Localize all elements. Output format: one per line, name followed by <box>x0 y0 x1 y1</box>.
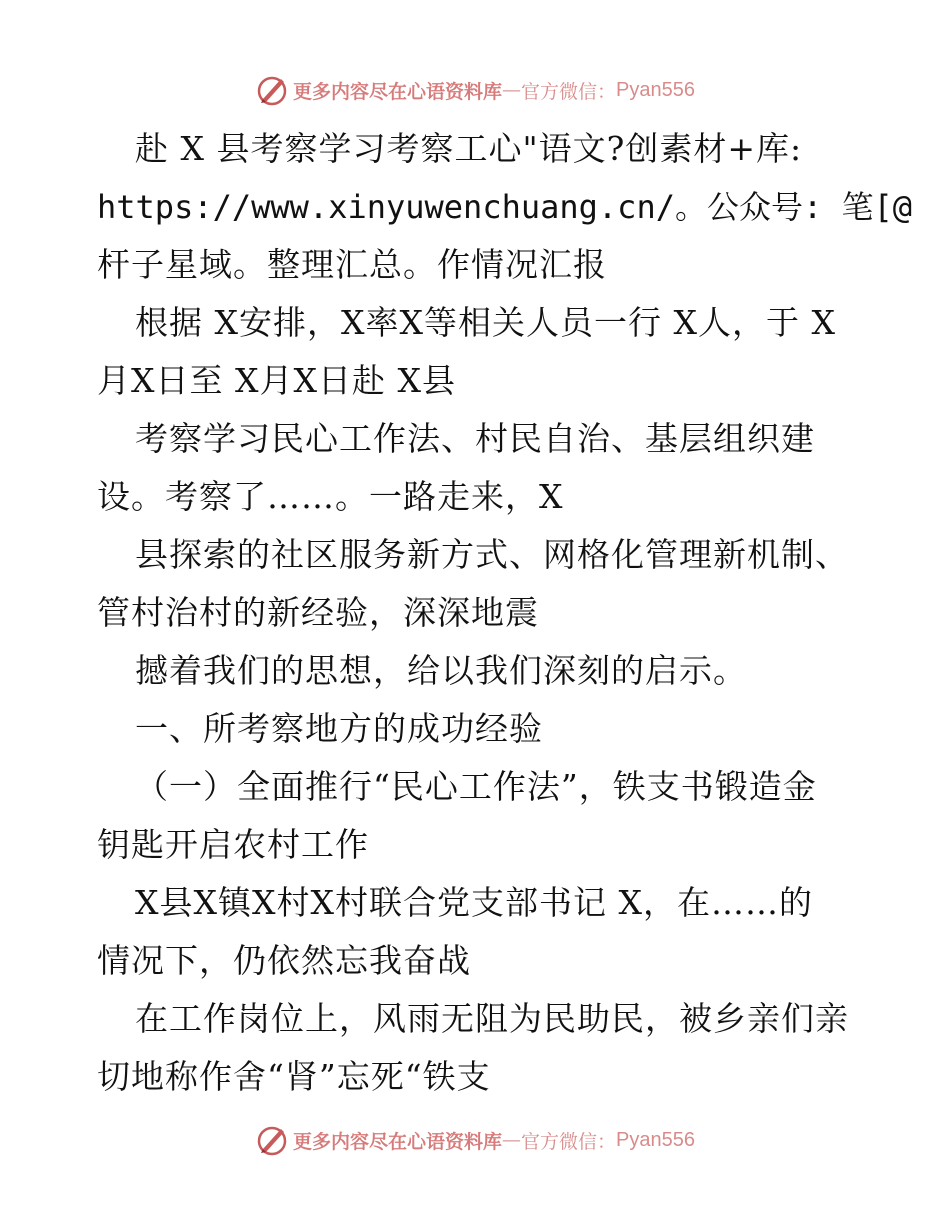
paragraph-line: 在工作岗位上，风雨无阻为民助民，被乡亲们亲 <box>135 999 849 1038</box>
watermark-sub-text: 官方微信： <box>521 80 617 103</box>
pen-logo-icon <box>255 73 289 107</box>
watermark-wechat-id: Pyan556 <box>616 78 695 101</box>
paragraph-line: 杆子星域。整理汇总。作情况汇报 <box>97 245 607 284</box>
footer-watermark <box>0 1120 950 1160</box>
document-body <box>97 120 913 1106</box>
paragraph-line: 切地称作舍“肾”忘死“铁支 <box>97 1057 491 1096</box>
paragraph-line: https://www.xinyuwenchuang.cn/。公众号: 笔[@ <box>97 188 913 226</box>
paragraph-line: 根据 X安排，X率X等相关人员一行 X人，于 X <box>135 303 836 342</box>
watermark-main-text: 更多内容尽在心语资料库 <box>293 80 503 103</box>
paragraph-line: 管村治村的新经验，深深地震 <box>97 593 539 632</box>
paragraph-line: 县探索的社区服务新方式、网格化管理新机制、 <box>135 535 849 574</box>
paragraph-line: 考察学习民心工作法、村民自治、基层组织建 <box>135 419 815 458</box>
header-watermark <box>0 70 950 110</box>
pen-logo-icon <box>255 1123 289 1157</box>
paragraph-line: 赴 X 县考察学习考察工心"语文?创素材+库: <box>135 129 803 168</box>
subsection-heading: （一）全面推行“民心工作法”，铁支书锻造金 <box>135 767 817 806</box>
paragraph-line: 钥匙开启农村工作 <box>97 825 369 864</box>
paragraph-line: 月X日至 X月X日赴 X县 <box>97 361 456 400</box>
section-heading: 一、所考察地方的成功经验 <box>135 709 543 748</box>
paragraph-line: 情况下，仍依然忘我奋战 <box>97 941 471 980</box>
paragraph-line: 撼着我们的思想，给以我们深刻的启示。 <box>135 651 747 690</box>
watermark-dash: — <box>502 1129 522 1151</box>
watermark-sub-text: 官方微信： <box>521 1130 617 1153</box>
watermark-dash: — <box>502 79 522 101</box>
paragraph-line: 设。考察了……。一路走来，X <box>97 477 564 516</box>
watermark-wechat-id: Pyan556 <box>616 1128 695 1151</box>
paragraph-line: X县X镇X村X村联合党支部书记 X，在……的 <box>135 883 813 922</box>
watermark-main-text: 更多内容尽在心语资料库 <box>293 1130 503 1153</box>
